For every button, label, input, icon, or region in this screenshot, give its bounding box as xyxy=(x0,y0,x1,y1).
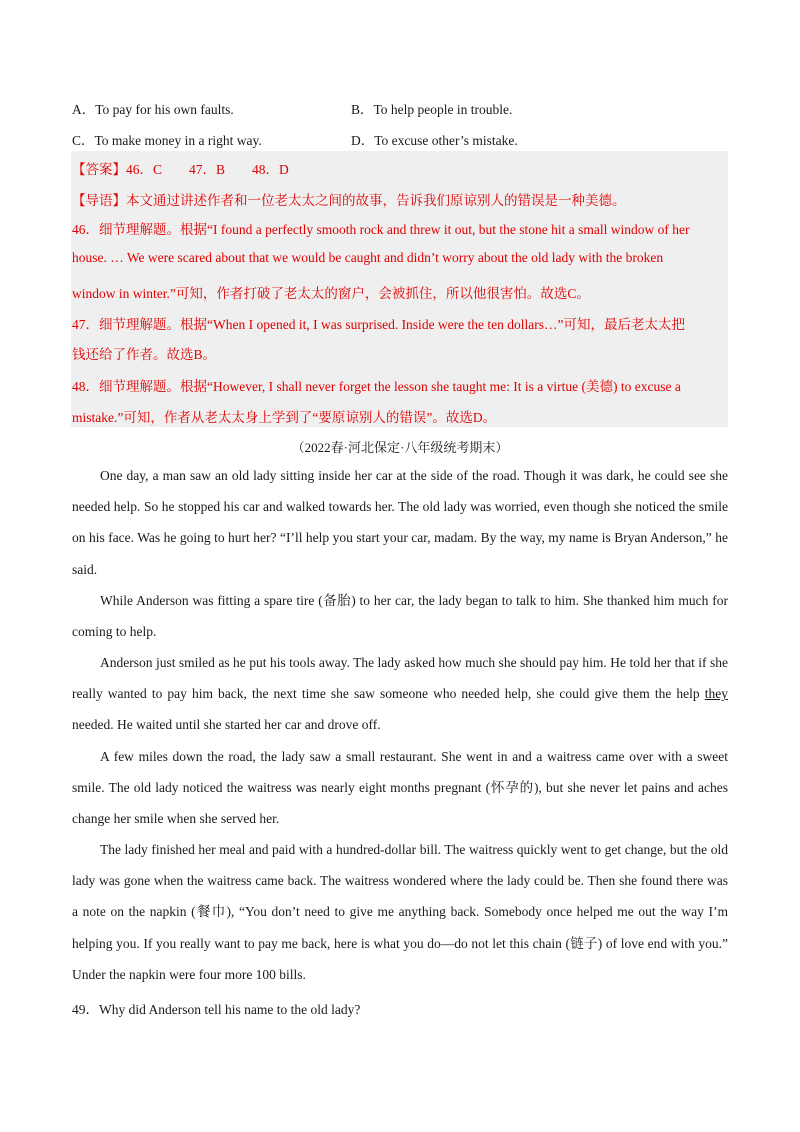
passage-source: （2022春·河北保定·八年级统考期末） xyxy=(291,440,509,455)
option-b: B．To help people in trouble. xyxy=(351,102,513,117)
passage-paragraph-1 xyxy=(72,460,728,585)
passage-paragraph-4 xyxy=(72,741,728,835)
q46-explanation-line-2: house. … We were scared about that we would be caught and didn’t worry about the old lady with the broken xyxy=(72,250,664,265)
passage-paragraph-3 xyxy=(72,647,728,741)
q48-explanation-line-1: 48．细节理解题。根据“However, I shall never forget the lesson she taught me: It is a virtue (美德) to excuse a xyxy=(72,379,681,394)
passage-paragraph-5 xyxy=(72,834,728,990)
option-d: D．To excuse other’s mistake. xyxy=(351,133,518,148)
option-a: A．To pay for his own faults. xyxy=(72,102,234,117)
answer-line: 【答案】46．C 47．B 48．D xyxy=(72,162,289,177)
paragraph-5-text: The lady finished her meal and paid with a hundred-dollar bill. The waitress quickly went to get change, but the old lady was gone when the waitress came back. The waitress wondered where the lady could be. Then she found there was a note on the napkin (餐巾), “You don’t need to give me anything back. Somebody once helped me out the way I’m helping you. If you really want to pay me back, here is what you do—do not let this chain (链子) of love end with you.” Under the napkin were four more 100 bills. xyxy=(72,842,728,982)
paragraph-1-text: One day, a man saw an old lady sitting inside her car at the side of the road. Though it was dark, he could see she needed help. So he stopped his car and walked towards her. The old lady was worried, even though she noticed the smile on his face. Was he going to hurt her? “I’ll help you start your car, madam. By the way, my name is Bryan Anderson,” he said. xyxy=(72,468,728,577)
paragraph-3-text-after: needed. He waited until she started her car and drove off. xyxy=(72,717,381,733)
passage-paragraph-2 xyxy=(72,585,728,647)
underlined-word-they: they xyxy=(704,686,728,702)
q48-explanation-line-2: mistake.”可知，作者从老太太身上学到了“要原谅别人的错误”。故选D。 xyxy=(72,410,497,425)
paragraph-2-text: While Anderson was fitting a spare tire (备胎) to her car, the lady began to talk to him. She thanked him much for coming to help. xyxy=(72,593,728,640)
q47-explanation-line-1: 47．细节理解题。根据“When I opened it, I was surprised. Inside were the ten dollars…”可知，最后老太太把 xyxy=(72,317,686,332)
option-c: C．To make money in a right way. xyxy=(72,133,262,148)
q46-explanation-line-1: 46．细节理解题。根据“I found a perfectly smooth rock and threw it out, but the stone hit a small window of her xyxy=(72,222,690,237)
paragraph-3-text-before: Anderson just smiled as he put his tools away. The lady asked how much she should pay him. He told her that if she really wanted to pay him back, the next time she saw someone who needed help, she could give them the help xyxy=(72,655,728,702)
paragraph-4-text: A few miles down the road, the lady saw a small restaurant. She went in and a waitress came over with a sweet smile. The old lady noticed the waitress was nearly eight months pregnant (怀孕的), but she never let pains and aches change her smile when she served her. xyxy=(72,749,728,827)
q46-explanation-line-3: window in winter.”可知，作者打破了老太太的窗户，会被抓住，所以他很害怕。故选C。 xyxy=(72,286,590,301)
q47-explanation-line-2: 钱还给了作者。故选B。 xyxy=(72,347,217,362)
question-49: 49．Why did Anderson tell his name to the old lady? xyxy=(72,1002,361,1017)
guide-line: 【导语】本文通过讲述作者和一位老太太之间的故事，告诉我们原谅别人的错误是一种美德。 xyxy=(72,193,626,208)
